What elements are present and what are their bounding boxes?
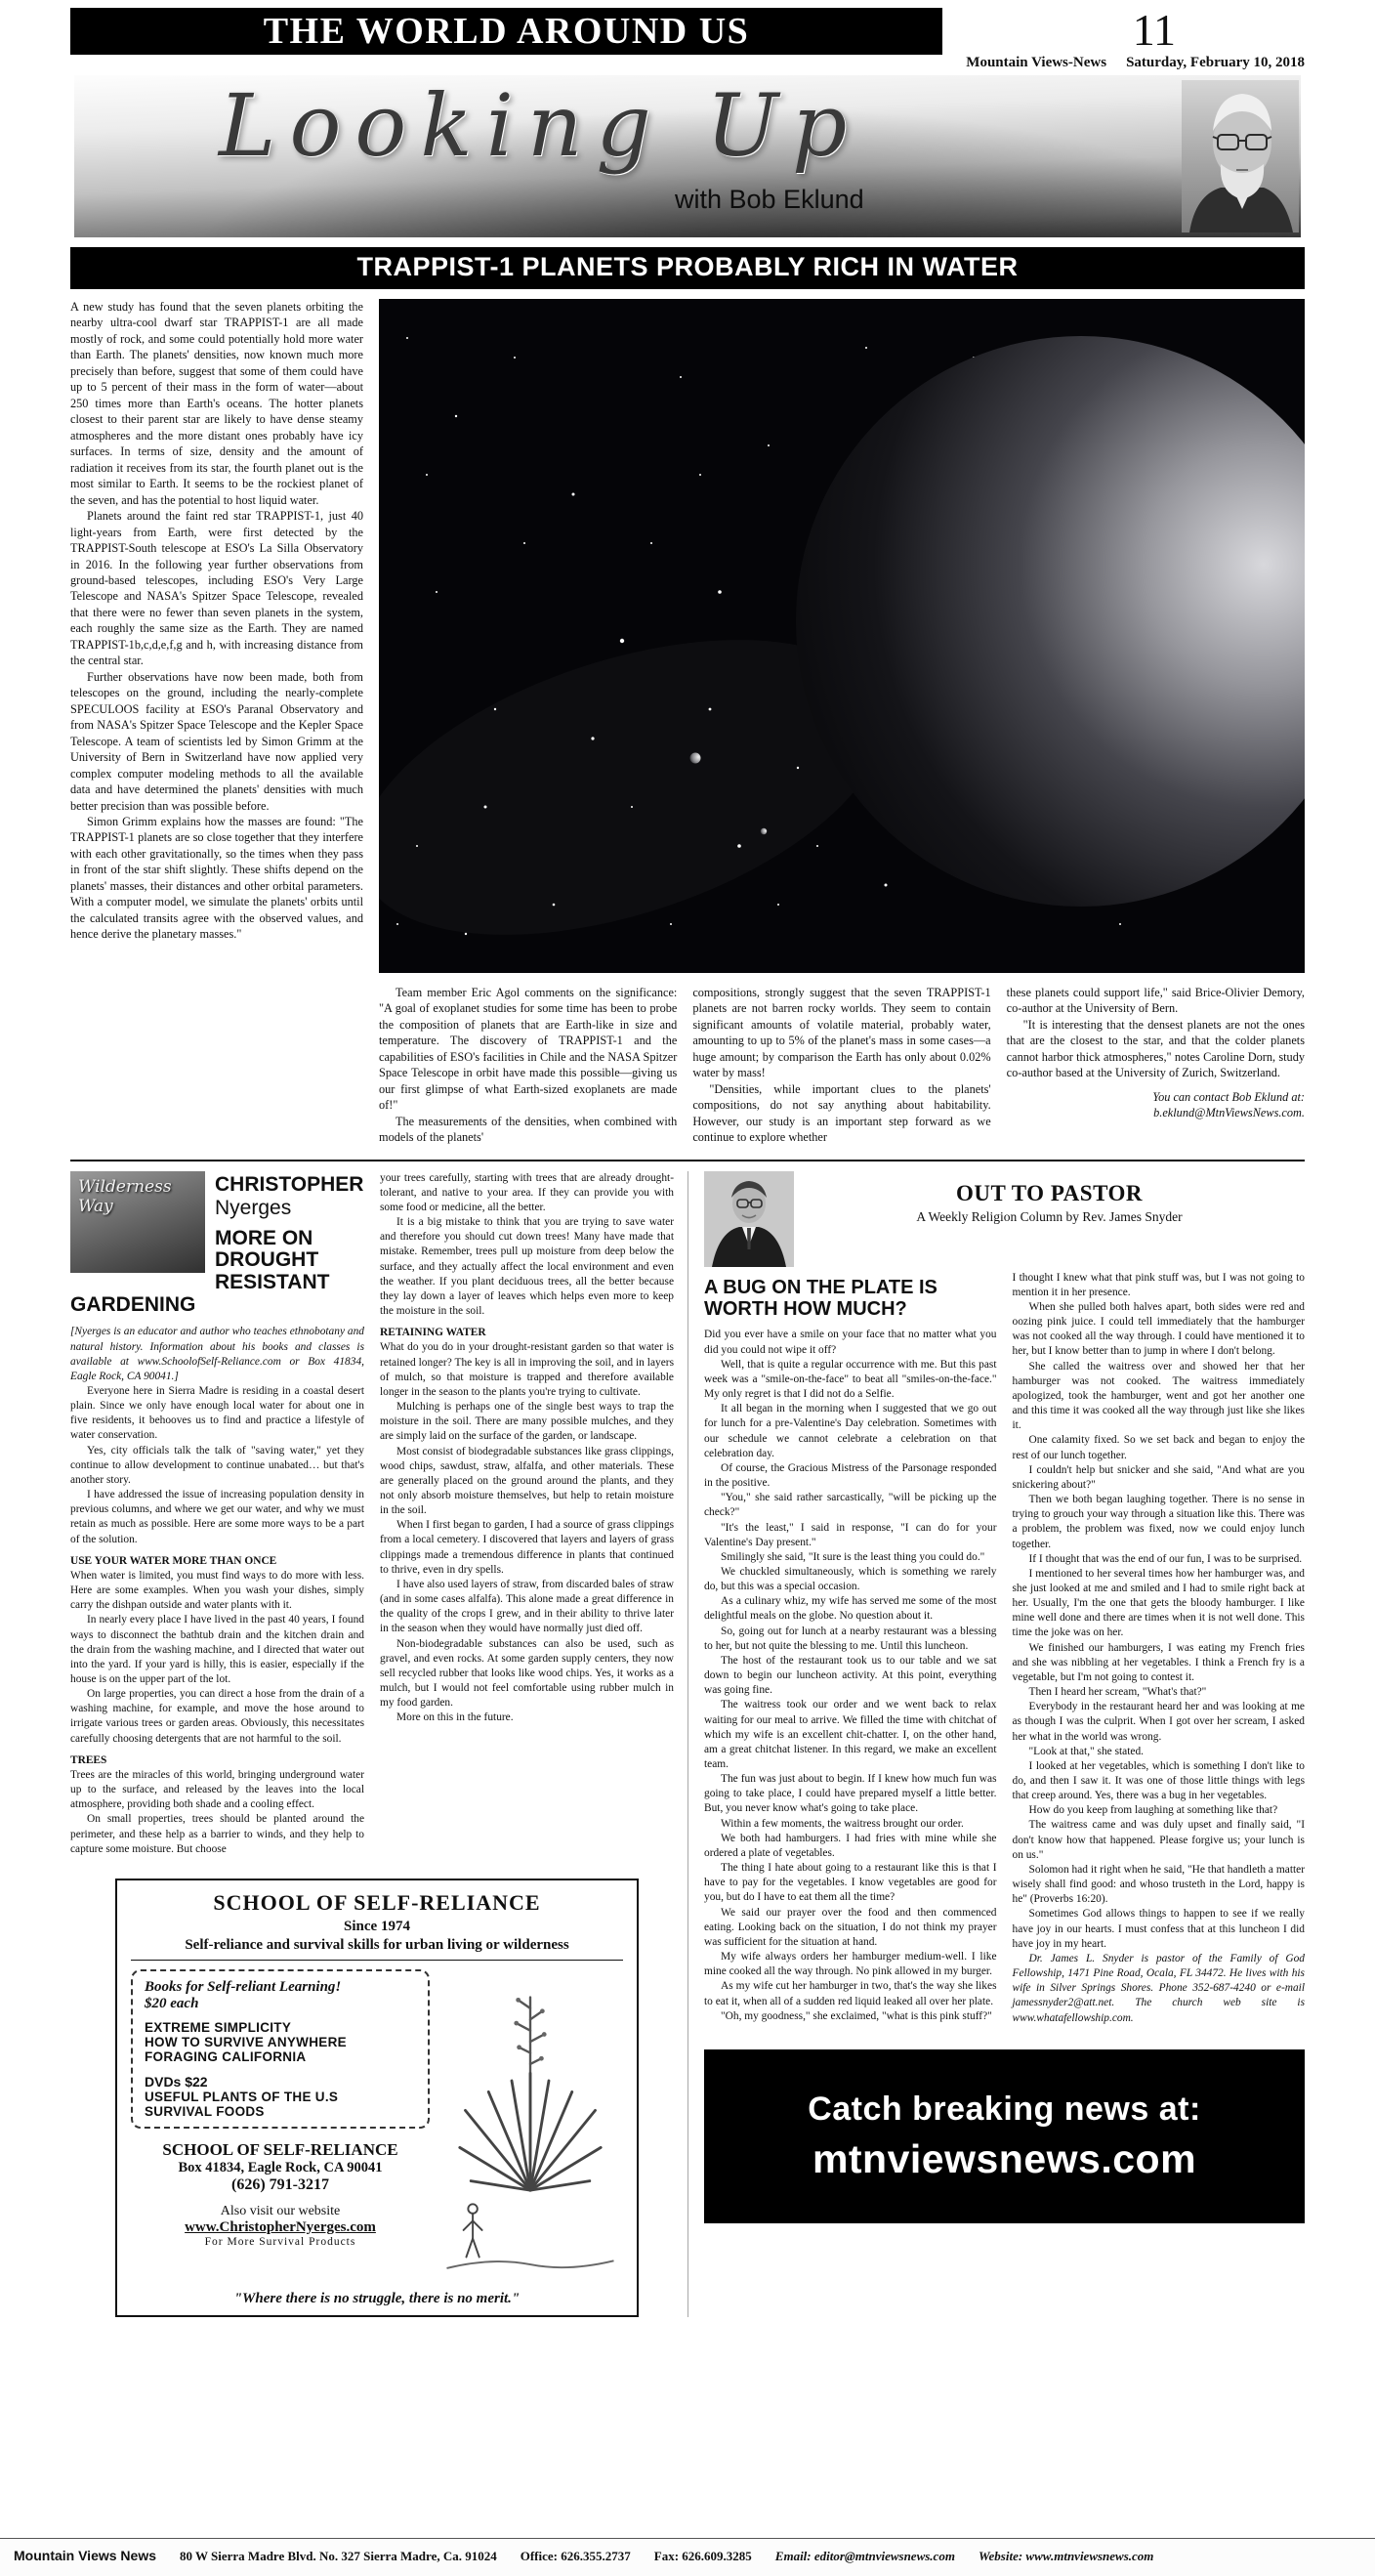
text-paragraph: SURVIVAL FOODS [145, 2103, 265, 2119]
article-lower-columns [379, 985, 1305, 1146]
section-subhead: TREES [70, 1753, 107, 1766]
text-paragraph: As a culinary whiz, my wife has served me some of the most delightful meals on the globe. No question about it. [704, 1595, 997, 1623]
text-paragraph: The waitress came and was duly upset and finally said, "I don't know how that happened. Please forgive us; your lunch is on us." [1012, 1819, 1305, 1861]
ad-divider [131, 1960, 623, 1961]
nyerges-column-2 [380, 1171, 674, 1857]
text-paragraph: I mentioned to her several times how her hamburger was, and she just looked at me and smiled and I had to smile right back at her. Usually, I'm the one that gets the bloody hamburger. I like mine well done and there are times when it is not well done. This time the joke was on her. [1012, 1567, 1305, 1639]
lower-section [70, 1160, 1305, 2317]
masthead-right [942, 5, 1305, 71]
pastor-column-2 [1013, 1271, 1306, 2026]
ad-books-box [131, 1969, 430, 2129]
james-snyder-photo [704, 1171, 794, 1267]
section-subhead: RETAINING WATER [380, 1327, 486, 1339]
article-column-2 [379, 985, 677, 1146]
text-paragraph: Dr. James L. Snyder is pastor of the Family of God Fellowship, 1471 Pine Road, Ocala, FL 34472. He lives with his wife in Silver Springs Shores. Phone 352-687-4240 or e-mail jamessnyder2@att.net. The church web site is www.whatafellowship.com. [1012, 1952, 1305, 2024]
promo-website-link[interactable]: mtnviewsnews.com [812, 2135, 1197, 2181]
text-paragraph: Most consist of biodegradable substances like grass clippings, wood chips, sawdust, straw, alfalfa, and other materials. These are generally placed on the ground around the plants, and they not only absorb moisture themselves, but help to retain moisture in the soil. [380, 1445, 674, 1517]
text-paragraph: Then we both began laughing together. There is no sense in trying to grouch your way through a situation like this. There was a problem, the problem was fixed, now we could enjoy lunch together. [1012, 1494, 1305, 1550]
text-paragraph: One calamity fixed. So we set back and began to enjoy the rest of our lunch together. [1012, 1434, 1305, 1461]
text-paragraph: It all began in the morning when I suggested that we go out for lunch for a pre-Valentine's Day celebration. Sometimes with our schedule we cannot celebrate a celebration on that celebration day. [704, 1403, 997, 1459]
text-paragraph: When water is limited, you must find ways to do more with less. Here are some examples. When you wash your dishes, simply carry the dishpan outside and water plants with it. [70, 1569, 364, 1612]
text-paragraph: How do you keep from laughing at something like that? [1028, 1804, 1278, 1817]
text-paragraph: I have addressed the issue of increasing population density in previous columns, and where we get our water, and why we must retain as much as possible. Here are some more ways to be a part of the solution. [70, 1489, 364, 1545]
pastor-section [688, 1171, 1305, 2317]
article-right [379, 299, 1305, 1146]
text-paragraph: It is a big mistake to think that you are trying to save water and therefore you should cut down trees! Many have made that mistake. Remember, trees pull up moisture from deep below the surface, and they actually affect the local environment and even the weather. If you plant deciduous trees, all the better because they lay down a layer of leaves which helps even more to keep the moisture in the soil. [380, 1216, 674, 1318]
text-paragraph: I thought I knew what that pink stuff was, but I was not going to mention it in her presence. [1012, 1271, 1305, 1298]
text-paragraph: My wife always orders her hamburger medium-well. I like mine cooked all the way through. No pink allowed in my burger. [704, 1951, 997, 1978]
text-paragraph: compositions, strongly suggest that the seven TRAPPIST-1 planets are not barren rocky worlds. They seem to contain significant amounts of volatile material, probably water, amounting to up to 5% of the planet's mass in some cases—a huge amount; by comparison the Earth has only about 0.02% water by mass! [692, 986, 991, 1080]
section-subhead: USE YOUR WATER MORE THAN ONCE [70, 1554, 277, 1567]
text-paragraph: When she pulled both halves apart, both sides were red and oozing pink juice. I could tell immediately that the hamburger was not cooked all the way through. I could have mentioned it to her, but I know better than to jump in where I don't belong. [1012, 1301, 1305, 1358]
text-paragraph: FORAGING CALIFORNIA [145, 2048, 307, 2064]
footer-office-phone: Office: 626.355.2737 [520, 2549, 631, 2563]
text-paragraph: The thing I hate about going to a restaurant like this is that I have to pay for the vegetables. I know vegetables are good for you, but do I have to eat them all the time? [704, 1862, 997, 1904]
footer-email-link[interactable]: Email: editor@mtnviewsnews.com [774, 2549, 955, 2563]
text-paragraph: Within a few moments, the waitress brought our order. [721, 1817, 964, 1830]
text-paragraph: If I thought that was the end of our fun, I was to be surprised. [1028, 1552, 1303, 1565]
footer-website-link[interactable]: Website: www.mtnviewsnews.com [978, 2549, 1154, 2563]
ad-book-list [145, 2020, 416, 2064]
text-paragraph: HOW TO SURVIVE ANYWHERE [145, 2034, 347, 2049]
ad-school-block [131, 2140, 430, 2194]
nyerges-author-first: CHRISTOPHER [215, 1172, 364, 1196]
article-column-3 [692, 985, 990, 1146]
text-paragraph: "You," she said rather sarcastically, "will be picking up the check?" [704, 1492, 997, 1519]
text-paragraph: Sometimes God allows things to happen to see if we really have joy in our hearts. I must confess that at this luncheon I did have joy in my heart. [1012, 1908, 1305, 1950]
nyerges-author-last: Nyerges [215, 1196, 292, 1219]
section-title-bar [70, 8, 942, 55]
column-logo: Looking Up [219, 75, 861, 176]
nyerges-section [70, 1171, 688, 2317]
text-paragraph: A new study has found that the seven planets orbiting the nearby ultra-cool dwarf star TRAPPIST-1 are all made mostly of rock, and some could potentially hold more water than Earth. The planets' densities, now known much more precisely than before, suggest that some of them could have up to 5 percent of their mass in the form of water—about 250 times more than Earth's oceans. The hotter planets closest to their parent star are likely to have dense steamy atmospheres and the more distant ones probably have icy surfaces. In terms of size, density and the amount of radiation it receives from its star, the fourth planet out is the most similar to Earth. It seems to be the rockiest planet of the seven, and has the potential to host liquid water. [70, 300, 363, 507]
nyerges-columns [70, 1171, 674, 1857]
text-paragraph: these planets could support life," said Brice-Olivier Demory, co-author at the University of Bern. [1006, 986, 1305, 1016]
text-paragraph: More on this in the future. [396, 1711, 514, 1724]
text-paragraph: Of course, the Gracious Mistress of the Parsonage responded in the positive. [704, 1461, 997, 1490]
text-paragraph: Everyone here in Sierra Madre is residing in a coastal desert plain. Since we only have enough local water for about one in five residents, it behooves us to find and practice a lifestyle of water conservation. [70, 1385, 364, 1442]
masthead [70, 5, 1305, 71]
text-paragraph: your trees carefully, starting with trees that are already drought-tolerant, and native to your area. If they can provide you with some food or medicine, all the better. [380, 1171, 674, 1213]
page-footer [0, 2538, 1375, 2576]
text-paragraph: I have also used layers of straw, from discarded bales of straw (and in some cases alfalfa). This alone made a great difference in the quality of the crops I grew, and in their ability to thrive later in the season when they would have normally just died off. [380, 1578, 674, 1635]
wilderness-way-label: Wilderness Way [78, 1176, 172, 1216]
text-paragraph: Everybody in the restaurant heard her and was looking at me as though I was the culprit. When I got over her scream, I asked her what in the world was wrong. [1012, 1701, 1305, 1743]
ad-body [131, 1969, 623, 2285]
text-paragraph: Mulching is perhaps one of the single best ways to trap the moisture in the soil. There are many possible mulches, and they are simply laid on the surface of the garden, or landscape. [380, 1401, 674, 1443]
footer-address: 80 W Sierra Madre Blvd. No. 327 Sierra Madre, Ca. 91024 [180, 2549, 497, 2563]
text-paragraph: Team member Eric Agol comments on the significance: "A goal of exoplanet studies for some time has been to probe the composition of planets that are Earth-like in size and temperature. The discovery of TRAPPIST-1 and the capabilities of ESO's facilities in Chile and the NASA Spitzer Space Telescope in orbit have made this possible—giving us our first glimpse of what Earth-sized exoplanets are made of!" [379, 986, 678, 1113]
text-paragraph: Non-biodegradable substances can also be used, such as gravel, and even rocks. At some garden supply centers, they now sell recycled rubber that looks like wood chips. Yes, it works as a mulch, but I would not feel comfortable using rubber mulch in my food garden. [380, 1637, 674, 1710]
ad-title: SCHOOL OF SELF-RELIANCE [213, 1889, 541, 1915]
text-paragraph: The host of the restaurant took us to our table and we sat down to begin our luncheon activity. At this point, everything was going fine. [704, 1654, 997, 1697]
pastor-headline: A BUG ON THE PLATE IS WORTH HOW MUCH? [704, 1276, 938, 1321]
article-column-1 [70, 299, 363, 1146]
paper-name: Mountain Views-News [966, 55, 1107, 70]
main-article [70, 299, 1305, 1146]
breaking-news-promo [704, 2049, 1305, 2223]
article-column-4 [1007, 985, 1305, 1146]
looking-up-banner [74, 75, 1301, 237]
text-paragraph: "It is interesting that the densest planets are not the ones that are the closest to the star, and that the colder planets cannot harbor thick atmospheres," notes Caroline Dorn, study co-author based at the University of Zurich, Switzerland. [1006, 1017, 1305, 1080]
pastor-subtitle: A Weekly Religion Column by Rev. James Snyder [916, 1208, 1183, 1224]
section-title: THE WORLD AROUND US [263, 11, 750, 52]
issue-date: Saturday, February 10, 2018 [1126, 55, 1305, 70]
text-paragraph: Planets around the faint red star TRAPPIST-1, just 40 light-years from Earth, were first detected by the TRAPPIST-South telescope at ESO's La Silla Observatory in 2016. In the following year further observations from ground-based telescopes, including ESO's Very Large Telescope and NASA's Spitzer Space Telescope, revealed that there were no fewer than seven planets in the system, each roughly the same size as the Earth. They are named TRAPPIST-1b,c,d,e,f,g and h, with increasing distance from the central star. [70, 509, 363, 668]
nyerges-column-1 [70, 1171, 364, 1857]
pastor-column-1-text [704, 1328, 997, 2023]
page-number: 11 [1132, 5, 1176, 55]
text-paragraph: The waitress took our order and we went back to relax waiting for our meal to arrive. We filled the time with chitchat of which my wife is an excellent chit-chatter. I, on the other hand, am a great chitchat listener. In this regard, we make an excellent team. [704, 1699, 997, 1770]
pastor-columns [704, 1271, 1305, 2026]
text-paragraph: The measurements of the densities, when combined with models of the planets' [379, 1114, 678, 1145]
ad-dvds-header: DVDs $22 [145, 2073, 208, 2090]
ad-website-block [131, 2204, 430, 2248]
text-paragraph: You can contact Bob Eklund at: b.eklund@MtnViewsNews.com. [1152, 1089, 1305, 1120]
column-byline: with Bob Eklund [675, 185, 864, 214]
ad-quote: "Where there is no struggle, there is no merit." [233, 2290, 521, 2306]
text-paragraph: On large properties, you can direct a hose from the drain of a washing machine, for example, and move the hose around to irrigate various trees or garden areas. Obviously, this necessitates carefully choosing detergents that are not harmful to the soil. [70, 1688, 364, 1745]
ad-books-price: $20 each [145, 1995, 199, 2011]
text-paragraph: The fun was just about to begin. If I knew how much fun was going to take place, I could have prepared myself a little better. But, you never know what's going to take place. [704, 1773, 997, 1815]
ad-dvds [145, 2074, 416, 2119]
pastor-column-1 [704, 1271, 997, 2026]
text-paragraph: I couldn't help but snicker and she said, "And what are you snickering about?" [1012, 1463, 1305, 1491]
text-paragraph: I looked at her vegetables, which is something I don't like to do, and then I saw it. It was one of those little things with legs that creep around. Yes, there was a bug in her vegetables. [1012, 1759, 1305, 1802]
ad-website-link[interactable]: www.ChristopherNyerges.com [185, 2218, 376, 2235]
nyerges-headline: MORE ON DROUGHT RESISTANT GARDENING [70, 1226, 330, 1316]
ad-school-phone: (626) 791-3217 [231, 2175, 329, 2193]
main-headline: TRAPPIST-1 PLANETS PROBABLY RICH IN WATER [70, 247, 1305, 289]
ad-website-sub: For More Survival Products [204, 2235, 356, 2248]
text-paragraph: Trees are the miracles of this world, bringing underground water up to the surface, and released by the leaves into the local atmosphere, providing both shade and a cooling effect. [70, 1768, 364, 1811]
wilderness-way-thumbnail [70, 1171, 205, 1273]
pastor-titles [794, 1171, 1305, 1267]
paper-date-line [966, 55, 1305, 71]
text-paragraph: So, going out for lunch at a nearby restaurant was a blessing to her, but not quite the blessing to me. Until this luncheon. [704, 1625, 997, 1652]
ad-since: Since 1974 [344, 1918, 410, 1934]
text-paragraph: Solomon had it right when he said, "He that handleth a matter wisely shall find good: and whoso trusteth in the Lord, happy is he" (Proverbs 16:20). [1012, 1863, 1305, 1906]
ad-tagline: Self-reliance and survival skills for urban living or wilderness [185, 1936, 569, 1953]
text-paragraph: Smilingly she said, "It sure is the least thing you could do." [721, 1550, 985, 1563]
text-paragraph: "Densities, while important clues to the planets' compositions, do not say anything about habitability. However, our study is an important step forward as we continue to explore whether [692, 1081, 991, 1145]
self-reliance-ad [115, 1879, 639, 2317]
text-paragraph: Did you ever have a smile on your face that no matter what you did you could not wipe it off? [704, 1329, 997, 1356]
text-paragraph: Simon Grimm explains how the masses are found: "The TRAPPIST-1 planets are so close together that they interfere with each other gravitationally, so the times when they pass in front of the star shift slightly. These shifts depend on the planets' masses, their distances and other orbital parameters. With a computer model, we simulate the planets' orbits until the calculated transits agree with the observed values, and hence derive the planetary masses." [70, 815, 363, 942]
text-paragraph: When I first began to garden, I had a source of grass clippings from a local cemetery. I discovered that layers and layers of grass clippings made a tremendous difference in plants that continued to thrive, even in dry spells. [380, 1519, 674, 1576]
text-paragraph: We said our prayer over the food and then commenced eating. Looking back on the situation, I do not think my prayer was sufficient for the situation at hand. [704, 1906, 997, 1948]
promo-line-1: Catch breaking news at: [808, 2090, 1201, 2128]
text-paragraph: USEFUL PLANTS OF THE U.S [145, 2089, 339, 2104]
text-paragraph: [Nyerges is an educator and author who teaches ethnobotany and natural history. Information about his books and classes is available at www.SchoolofSelf-Reliance.com or Box 41834, Eagle Rock, CA 90041.] [70, 1326, 364, 1382]
ad-school-address: Box 41834, Eagle Rock, CA 90041 [178, 2159, 383, 2175]
ad-left [131, 1969, 430, 2285]
text-paragraph: Further observations have now been made, both from telescopes on the ground, including the nearly-complete SPECULOOS facility at ESO's Paranal Observatory and from NASA's Spitzer Space Telescope and the Kepler Space Telescope. A team of scientists led by Simon Grimm at the University of Bern in Switzerland have now applied very complex computer modeling methods to all the available data and have determined the planets' densities with much better precision than was possible before. [70, 669, 363, 813]
text-paragraph: We finished our hamburgers, I was eating my French fries and she was nibbling at her vegetables. I think a French fry is a vegetable, but I'm not going to contest it. [1012, 1641, 1305, 1683]
ad-school-name: SCHOOL OF SELF-RELIANCE [162, 2139, 398, 2159]
footer-fax: Fax: 626.609.3285 [653, 2549, 752, 2563]
text-paragraph: On small properties, trees should be planted around the perimeter, and these help as a barrier to winds, and they help to capture some moisture. But choose [70, 1813, 364, 1855]
pastor-kicker: OUT TO PASTOR [956, 1180, 1143, 1205]
ad-dvd-list [145, 2090, 416, 2119]
text-paragraph: What do you do in your drought-resistant garden so that water is retained longer? The key is all in improving the soil, and in layers of mulch, so that moisture is trapped and therefore available longer in the season to the plants you're trying to cultivate. [380, 1341, 674, 1398]
text-paragraph: In nearly every place I have lived in the past 40 years, I found ways to disconnect the bathtub drain and the kitchen drain and the drain from the washing machine, and I directed that water out into the yard. If your yard is hilly, this is easier, especially if the house is on the upper part of the lot. [70, 1614, 364, 1685]
text-paragraph: We both had hamburgers. I had fries with mine while she ordered a plate of vegetables. [704, 1832, 997, 1859]
yucca-illustration [438, 1969, 623, 2285]
text-paragraph: Well, that is quite a regular occurrence with me. But this past week was a "smile-on-the-face" to beat all "smiles-on-the-face." My only regret is that I did not do a Selfie. [704, 1358, 997, 1401]
text-paragraph: EXTREME SIMPLICITY [145, 2019, 292, 2035]
text-paragraph: Yes, city officials talk the talk of "saving water," yet they continue to allow development to continue unabated… but that's another story. [70, 1444, 364, 1486]
text-paragraph: We chuckled simultaneously, which is something we rarely do, but this was a special occasion. [704, 1565, 997, 1593]
text-paragraph: Then I heard her scream, "What's that?" [1028, 1686, 1207, 1699]
text-paragraph: She called the waitress over and showed her that her hamburger was not cooked. The waitress immediately apologized, took the hamburger, went and got her another one and this time it was cooked all the way through just like she likes it. [1012, 1360, 1305, 1432]
text-paragraph: As my wife cut her hamburger in two, that's the way she likes to eat it, when all of a sudden red liquid leaked all over her plate. [704, 1980, 997, 2007]
footer-paper-name: Mountain Views News [14, 2548, 156, 2563]
text-paragraph: "It's the least," I said in response, "I can do for your Valentine's Day present." [704, 1521, 997, 1548]
text-paragraph: "Look at that," she stated. [1028, 1745, 1144, 1757]
nyerges-column-1-text [70, 1325, 364, 1856]
pastor-header [704, 1171, 1305, 1267]
text-paragraph: "Oh, my goodness," she exclaimed, "what is this pink stuff?" [721, 2009, 992, 2022]
ad-website-label: Also visit our website [220, 2203, 341, 2218]
bob-eklund-photo [1182, 80, 1299, 232]
ad-books-header: Books for Self-reliant Learning! [145, 1978, 342, 1995]
trappist-planet-photo [379, 299, 1305, 973]
